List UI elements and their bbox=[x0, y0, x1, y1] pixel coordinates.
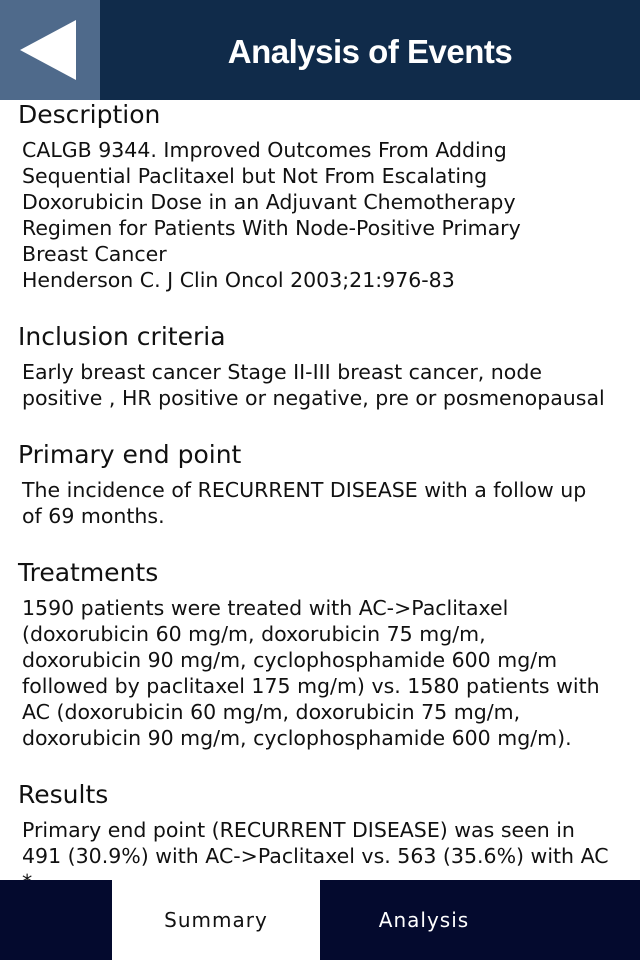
section-title-treatments: Treatments bbox=[18, 558, 159, 587]
tab-analysis[interactable]: Analysis bbox=[378, 908, 470, 932]
section-body-primary-end-point: The incidence of RECURRENT DISEASE with a follow up of 69 months. bbox=[22, 478, 587, 528]
section-title-description: Description bbox=[18, 100, 161, 129]
section-body-treatments: 1590 patients were treated with AC->Paclitaxel (doxorubicin 60 mg/m, doxorubicin 75 mg/m, doxorubicin 90 mg/m, cyclophosphamide 600 mg/m followed by paclitaxel 175 mg/m) vs. 1580 patients with AC (doxorubicin 60 mg/m, doxorubicin 75 mg/m, doxorubicin 90 mg/m, cyclophosphamide 600 mg/m). bbox=[22, 596, 600, 750]
section-title-results: Results bbox=[18, 780, 109, 809]
section-body-description: CALGB 9344. Improved Outcomes From Adding Sequential Paclitaxel but Not From Escalating Doxorubicin Dose in an Adjuvant Chemotherapy Regimen for Patients With Node-Positive Primary Breast Cancer Henderson C. J Clin Oncol 2003;21:976-83 bbox=[22, 138, 521, 292]
section-title-primary-end-point: Primary end point bbox=[18, 440, 242, 469]
section-body-inclusion: Early breast cancer Stage II-III breast cancer, node positive , HR positive or negative, pre or posmenopausal bbox=[22, 360, 605, 410]
bottom-tab-bar bbox=[0, 880, 640, 960]
header-bar bbox=[0, 0, 640, 100]
section-body-results: Primary end point (RECURRENT DISEASE) was seen in 491 (30.9%) with AC->Paclitaxel vs. 563 (35.6%) with AC bbox=[22, 818, 609, 868]
summary-content[interactable] bbox=[0, 100, 640, 880]
page-title: Analysis of Events bbox=[227, 33, 513, 70]
back-arrow-icon bbox=[18, 18, 78, 82]
tab-summary[interactable]: Summary bbox=[112, 880, 320, 960]
section-title-inclusion: Inclusion criteria bbox=[18, 322, 226, 351]
back-button[interactable] bbox=[0, 0, 100, 100]
